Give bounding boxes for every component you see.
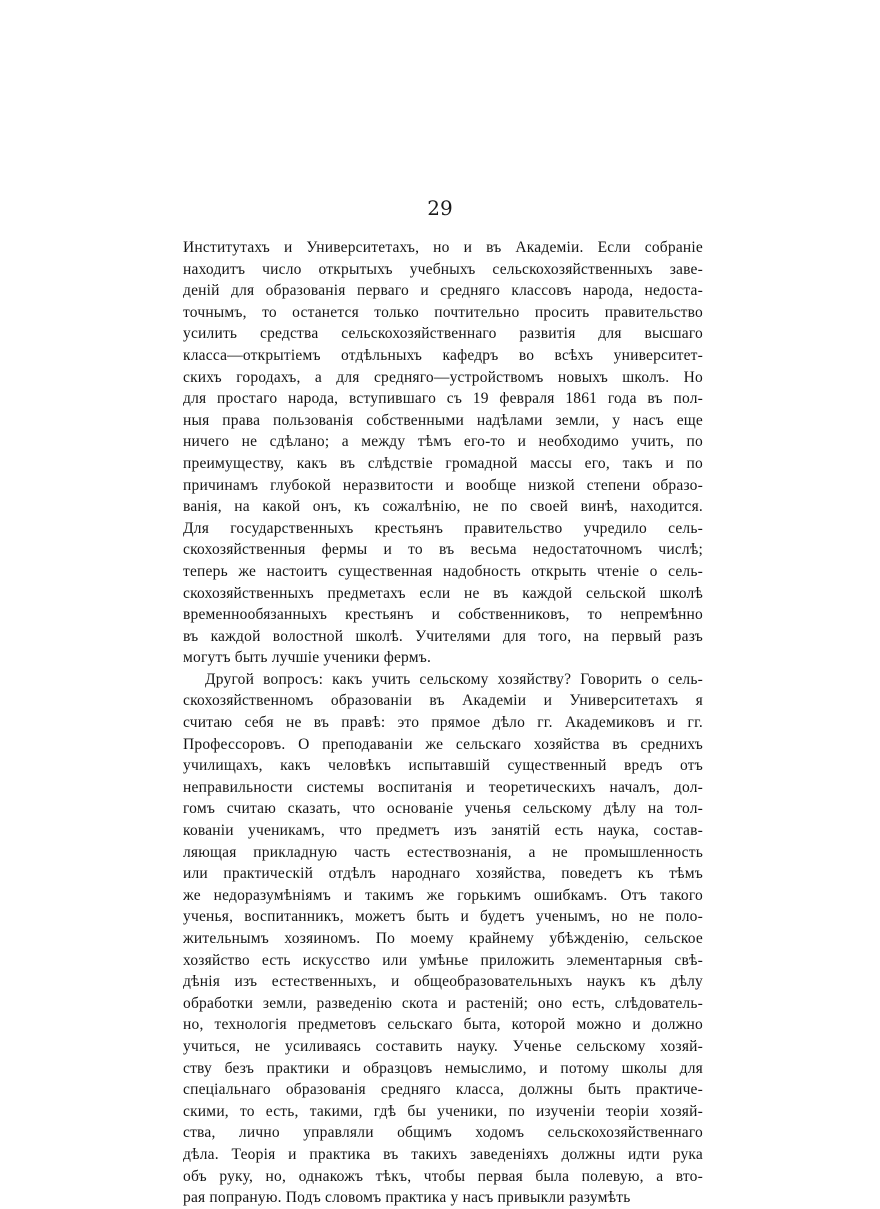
text-line: въ каждой волостной школѣ. Учителями для того, на первый разъ (183, 627, 703, 645)
text-line: находитъ число открытыхъ учебныхъ сельскохозяйственныхъ заве- (183, 260, 703, 278)
text-line: скими, то есть, такими, гдѣ бы ученики, по изученіи теоріи хозяй- (183, 1102, 703, 1120)
text-line: причинамъ глубокой неразвитости и вообще низкой степени образо- (183, 476, 703, 494)
text-line: для простаго народа, вступившаго съ 19 февраля 1861 года въ пол- (183, 390, 703, 408)
text-line: ства, лично управляли общимъ ходомъ сельскохозяйственнаго (183, 1124, 703, 1142)
text-line: временнообязанныхъ крестьянъ и собственниковъ, то непремѣнно (183, 606, 703, 624)
text-line: преимуществу, какъ въ слѣдствіе громадной массы его, такъ и по (183, 454, 703, 472)
text-line: ничего не сдѣлано; а между тѣмъ его-то и необходимо учить, по (183, 433, 703, 451)
text-line: неправильности системы воспитанія и теоретическихъ началъ, дол- (183, 778, 703, 796)
text-line: хозяйство есть искусство или умѣнье приложить элементарныя свѣ- (183, 951, 703, 969)
page-number: 29 (427, 196, 453, 220)
text-line: усилить средства сельскохозяйственнаго развитія для высшаго (183, 325, 703, 343)
paragraph (183, 237, 703, 669)
text-line: обработки земли, разведенію скота и растеній; оно есть, слѣдователь- (183, 994, 703, 1012)
text-line: Институтахъ и Университетахъ, но и въ Академіи. Если собраніе (183, 239, 703, 256)
text-line: скохозяйственныя фермы и то въ весьма недостаточномъ числѣ; (183, 541, 703, 559)
text-line: ученья, воспитанникъ, можетъ быть и будетъ ученымъ, но не поло- (183, 908, 703, 926)
text-line: объ руку, но, однакожъ тѣкъ, чтобы первая была полевую, а вто- (183, 1167, 703, 1185)
text-line: Другой вопросъ: какъ учить сельскому хозяйству? Говорить о сель- (205, 670, 703, 688)
text-line: кованіи ученикамъ, что предметъ изъ занятій есть наука, состав- (183, 822, 703, 840)
body-text (183, 237, 703, 1209)
text-line: или практическій отдѣлъ народнаго хозяйства, поведетъ къ тѣмъ (183, 865, 703, 883)
text-line: ныя права пользованія собственными надѣлами земли, у насъ еще (183, 411, 703, 429)
paragraph (183, 669, 703, 1209)
text-line: могутъ быть лучшіе ученики фермъ. (183, 649, 432, 667)
text-line: класса—открытіемъ отдѣльныхъ кафедръ во всѣхъ университет- (183, 346, 703, 364)
text-line: спеціальнаго образованія средняго класса, должны быть практиче- (183, 1081, 703, 1099)
text-line: считаю себя не въ правѣ: это прямое дѣло гг. Академиковъ и гг. (183, 714, 703, 732)
text-line: жительнымъ хозяиномъ. По моему крайнему убѣжденію, сельское (183, 930, 703, 947)
text-line: училищахъ, какъ человѣкъ испытавшій существенный вредъ отъ (183, 757, 703, 775)
text-line: Для государственныхъ крестьянъ правительство учредило сель- (183, 519, 703, 537)
text-line: ству безъ практики и образцовъ немыслимо, и потому школы для (183, 1059, 703, 1077)
text-line: скохозяйственномъ образованіи въ Академіи и Университетахъ я (183, 692, 703, 710)
text-line: скихъ городахъ, а для средняго—устройствомъ новыхъ школъ. Но (183, 368, 703, 386)
text-line: учиться, не усиливаясь составить науку. Ученье сельскому хозяй- (183, 1037, 703, 1055)
text-line: дѣла. Теорія и практика въ такихъ заведеніяхъ должны идти рука (183, 1145, 703, 1163)
text-line: гомъ считаю сказать, что основаніе ученья сельскому дѣлу на тол- (183, 800, 703, 818)
text-line: ляющая прикладную часть естествознанія, а не промышленность (183, 843, 703, 861)
text-line: дѣнія изъ естественныхъ, и общеобразовательныхъ наукъ къ дѣлу (183, 973, 703, 991)
text-line: скохозяйственныхъ предметахъ если не въ каждой сельской школѣ (183, 584, 703, 602)
text-line: Профессоровъ. О преподаваніи же сельскаго хозяйства въ среднихъ (183, 735, 703, 753)
text-line: деній для образованія перваго и средняго классовъ народа, недоста- (183, 282, 703, 300)
text-line: теперь же настоитъ существенная надобность открыть чтеніе о сель- (183, 562, 703, 580)
text-line: же недоразумѣніямъ и такимъ же горькимъ ошибкамъ. Отъ такого (183, 886, 703, 904)
text-line: но, технологія предметовъ сельскаго быта, которой можно и должно (183, 1016, 703, 1034)
text-line: рая попраную. Подъ словомъ практика у насъ привыкли разумѣть (183, 1189, 631, 1207)
text-line: ванія, на какой онъ, къ сожалѣнію, не по своей винѣ, находится. (183, 498, 703, 516)
text-line: точнымъ, то останется только почтительно просить правительство (183, 303, 703, 321)
